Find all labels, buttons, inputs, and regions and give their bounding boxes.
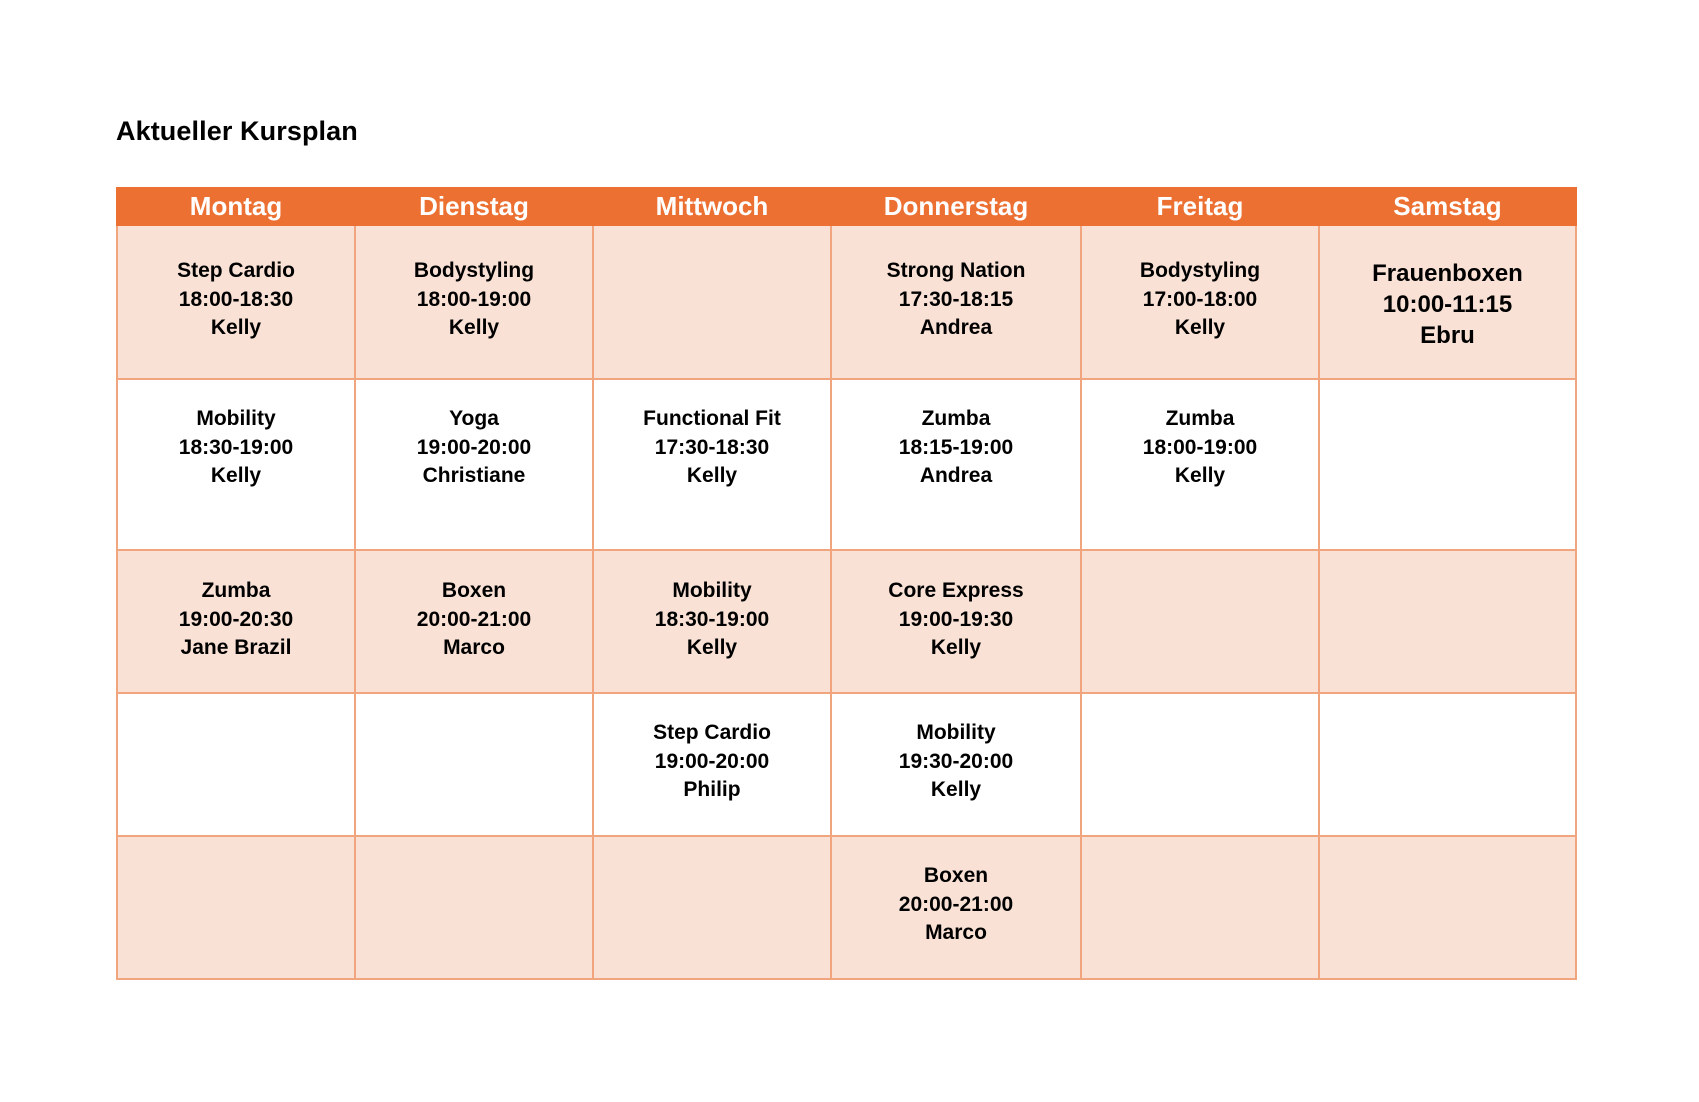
course-time: 18:00-18:30 — [178, 287, 294, 311]
course-trainer: Kelly — [930, 778, 982, 801]
schedule-row — [117, 225, 1576, 379]
course-name: Step Cardio — [653, 721, 771, 744]
course-name: Core Express — [888, 579, 1024, 602]
day-header-samstag: Samstag — [1319, 188, 1576, 225]
course-time: 18:30-19:00 — [178, 435, 294, 459]
day-header-donnerstag: Donnerstag — [831, 188, 1081, 225]
schedule-cell-montag — [117, 550, 355, 693]
course-time: 17:30-18:30 — [654, 435, 770, 459]
course-name: Strong Nation — [886, 259, 1026, 282]
course-trainer: Kelly — [210, 464, 262, 487]
course-trainer: Marco — [443, 636, 505, 659]
schedule-cell-montag — [117, 693, 355, 836]
course-time: 18:00-19:00 — [416, 287, 532, 311]
course-trainer: Andrea — [919, 464, 993, 487]
schedule-cell-freitag — [1081, 836, 1319, 979]
course-trainer: Kelly — [1174, 464, 1226, 487]
course-time: 19:30-20:00 — [898, 749, 1014, 773]
page-title: Aktueller Kursplan — [116, 116, 358, 146]
schedule-cell-montag — [117, 836, 355, 979]
course-trainer: Kelly — [1174, 316, 1226, 339]
schedule-cell-samstag — [1319, 379, 1576, 550]
course-time: 19:00-19:30 — [898, 607, 1014, 631]
schedule-cell-freitag — [1081, 693, 1319, 836]
course-trainer: Philip — [683, 778, 741, 801]
schedule-cell-freitag — [1081, 550, 1319, 693]
schedule-row — [117, 693, 1576, 836]
course-time: 19:00-20:00 — [416, 435, 532, 459]
schedule-row — [117, 379, 1576, 550]
course-schedule-table — [116, 187, 1577, 980]
schedule-cell-samstag — [1319, 693, 1576, 836]
course-name: Zumba — [1165, 407, 1235, 430]
schedule-cell-samstag — [1319, 836, 1576, 979]
day-header-dienstag: Dienstag — [355, 188, 593, 225]
course-trainer: Kelly — [210, 316, 262, 339]
course-trainer: Marco — [925, 921, 987, 944]
course-trainer: Kelly — [686, 636, 738, 659]
schedule-cell-donnerstag — [831, 836, 1081, 979]
course-name: Zumba — [201, 579, 271, 602]
schedule-cell-mittwoch — [593, 225, 831, 379]
course-trainer: Jane Brazil — [180, 636, 292, 659]
course-name: Functional Fit — [643, 407, 781, 430]
schedule-cell-freitag — [1081, 379, 1319, 550]
course-trainer: Christiane — [422, 464, 526, 487]
day-header-montag: Montag — [117, 188, 355, 225]
course-time: 20:00-21:00 — [416, 607, 532, 631]
course-time: 17:30-18:15 — [898, 287, 1014, 311]
course-time: 20:00-21:00 — [898, 892, 1014, 916]
schedule-cell-mittwoch — [593, 836, 831, 979]
course-trainer: Kelly — [930, 636, 982, 659]
schedule-cell-freitag — [1081, 225, 1319, 379]
schedule-cell-samstag — [1319, 550, 1576, 693]
course-time: 18:00-19:00 — [1142, 435, 1258, 459]
course-name: Mobility — [672, 579, 752, 602]
course-name: Boxen — [923, 864, 989, 887]
course-time: 19:00-20:30 — [178, 607, 294, 631]
schedule-cell-mittwoch — [593, 379, 831, 550]
schedule-cell-donnerstag — [831, 550, 1081, 693]
schedule-cell-dienstag — [355, 225, 593, 379]
course-time: 17:00-18:00 — [1142, 287, 1258, 311]
day-header-freitag: Freitag — [1081, 188, 1319, 225]
course-name: Boxen — [441, 579, 507, 602]
course-name: Bodystyling — [1139, 259, 1261, 282]
course-trainer: Kelly — [686, 464, 738, 487]
schedule-cell-montag — [117, 225, 355, 379]
course-time: 18:30-19:00 — [654, 607, 770, 631]
schedule-row — [117, 836, 1576, 979]
schedule-row — [117, 550, 1576, 693]
schedule-cell-samstag — [1319, 225, 1576, 379]
course-time: 19:00-20:00 — [654, 749, 770, 773]
schedule-cell-dienstag — [355, 550, 593, 693]
schedule-cell-dienstag — [355, 379, 593, 550]
course-name: Bodystyling — [413, 259, 535, 282]
header-row — [117, 188, 1576, 225]
schedule-cell-donnerstag — [831, 225, 1081, 379]
course-name: Frauenboxen — [1372, 260, 1523, 287]
course-trainer: Ebru — [1420, 322, 1475, 349]
schedule-cell-donnerstag — [831, 379, 1081, 550]
schedule-cell-dienstag — [355, 693, 593, 836]
course-name: Yoga — [449, 407, 499, 430]
schedule-cell-montag — [117, 379, 355, 550]
schedule-cell-dienstag — [355, 836, 593, 979]
day-header-mittwoch: Mittwoch — [593, 188, 831, 225]
schedule-cell-mittwoch — [593, 693, 831, 836]
course-name: Mobility — [196, 407, 276, 430]
course-name: Mobility — [916, 721, 996, 744]
course-trainer: Andrea — [919, 316, 993, 339]
course-name: Step Cardio — [177, 259, 295, 282]
course-name: Zumba — [921, 407, 991, 430]
schedule-cell-mittwoch — [593, 550, 831, 693]
schedule-cell-donnerstag — [831, 693, 1081, 836]
course-time: 18:15-19:00 — [898, 435, 1014, 459]
course-trainer: Kelly — [448, 316, 500, 339]
course-time: 10:00-11:15 — [1382, 291, 1513, 318]
